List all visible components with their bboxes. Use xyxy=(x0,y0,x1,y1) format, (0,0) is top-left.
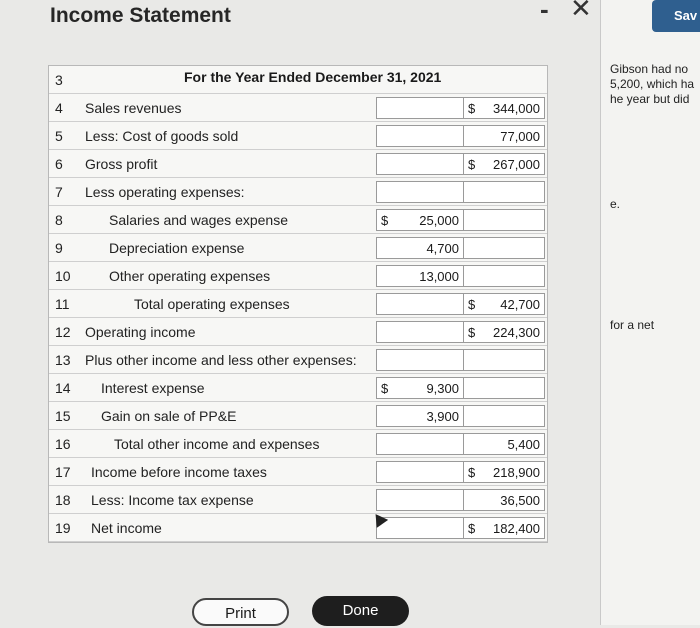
row-label: Interest expense xyxy=(101,380,205,396)
table-row xyxy=(49,346,547,374)
dollar-sign: $ xyxy=(468,157,476,172)
row-number: 16 xyxy=(55,436,71,452)
amount-value: 9,300 xyxy=(426,381,459,396)
table-row xyxy=(49,290,547,318)
amount-value: 224,300 xyxy=(493,325,540,340)
table-row xyxy=(49,94,547,122)
row-label: Income before income taxes xyxy=(91,464,267,480)
statement-period: For the Year Ended December 31, 2021 xyxy=(184,69,442,85)
amount-input-b[interactable] xyxy=(463,125,545,147)
amount-input-a[interactable] xyxy=(376,181,464,203)
row-label: Total operating expenses xyxy=(134,296,290,312)
table-row xyxy=(49,262,547,290)
amount-value: 3,900 xyxy=(426,409,459,424)
row-label: Less: Income tax expense xyxy=(91,492,254,508)
row-label: Other operating expenses xyxy=(109,268,271,284)
amount-input-a[interactable] xyxy=(376,209,464,231)
amount-input-b[interactable] xyxy=(463,517,545,539)
row-number: 5 xyxy=(55,128,63,144)
amount-value: 77,000 xyxy=(500,129,540,144)
dollar-sign: $ xyxy=(381,213,389,228)
amount-value: 218,900 xyxy=(493,465,540,480)
amount-value: 5,400 xyxy=(507,437,540,452)
minimize-icon[interactable]: - xyxy=(540,0,549,24)
income-statement-table xyxy=(48,65,548,543)
row-number: 12 xyxy=(55,324,71,340)
row-label: Operating income xyxy=(85,324,196,340)
save-button[interactable]: Sav xyxy=(652,0,700,32)
row-label: Salaries and wages expense xyxy=(109,212,289,228)
table-row xyxy=(49,486,547,514)
amount-value: 182,400 xyxy=(493,521,540,536)
table-row xyxy=(49,402,547,430)
table-row xyxy=(49,234,547,262)
panel-text-net: for a net xyxy=(610,318,655,332)
amount-value: 267,000 xyxy=(493,157,540,172)
amount-input-a[interactable] xyxy=(376,461,464,483)
row-number: 15 xyxy=(55,408,71,424)
amount-value: 4,700 xyxy=(426,241,459,256)
table-row xyxy=(49,206,547,234)
table-row xyxy=(49,374,547,402)
dollar-sign: $ xyxy=(468,521,476,536)
amount-value: 25,000 xyxy=(419,213,459,228)
table-row xyxy=(49,150,547,178)
row-label: Less: Cost of goods sold xyxy=(85,128,239,144)
table-row xyxy=(49,318,547,346)
page-title: Income Statement xyxy=(50,4,231,27)
row-label: Net income xyxy=(91,520,162,536)
amount-input-b[interactable] xyxy=(463,461,545,483)
amount-input-a[interactable] xyxy=(376,489,464,511)
amount-input-a[interactable] xyxy=(376,125,464,147)
dollar-sign: $ xyxy=(468,101,476,116)
row-label: Gross profit xyxy=(85,156,158,172)
dollar-sign: $ xyxy=(381,381,389,396)
row-number: 4 xyxy=(55,100,63,116)
amount-input-a[interactable] xyxy=(376,321,464,343)
table-row xyxy=(49,178,547,206)
amount-value: 344,000 xyxy=(493,101,540,116)
row-number: 9 xyxy=(55,240,63,256)
done-button[interactable]: Done xyxy=(312,596,409,626)
row-label: Plus other income and less other expenses: xyxy=(85,352,357,368)
table-row xyxy=(49,430,547,458)
table-row xyxy=(49,514,547,542)
amount-input-b[interactable] xyxy=(463,181,545,203)
table-row xyxy=(49,458,547,486)
amount-input-a[interactable] xyxy=(376,293,464,315)
amount-input-b[interactable] xyxy=(463,377,545,399)
amount-input-b[interactable] xyxy=(463,293,545,315)
amount-input-b[interactable] xyxy=(463,433,545,455)
amount-input-a[interactable] xyxy=(376,517,464,539)
table-row xyxy=(49,122,547,150)
dollar-sign: $ xyxy=(468,325,476,340)
close-icon[interactable]: ✕ xyxy=(570,0,592,23)
table-header-row xyxy=(49,66,547,94)
amount-input-a[interactable] xyxy=(376,153,464,175)
panel-text-problem: Gibson had no 5,200, which ha he year but did xyxy=(610,62,695,106)
row-number: 14 xyxy=(55,380,71,396)
amount-input-b[interactable] xyxy=(463,405,545,427)
amount-input-b[interactable] xyxy=(463,209,545,231)
amount-input-b[interactable] xyxy=(463,97,545,119)
amount-input-a[interactable] xyxy=(376,349,464,371)
row-label: Sales revenues xyxy=(85,100,182,116)
row-number: 10 xyxy=(55,268,71,284)
amount-input-a[interactable] xyxy=(376,433,464,455)
amount-input-b[interactable] xyxy=(463,349,545,371)
dollar-sign: $ xyxy=(468,465,476,480)
amount-input-b[interactable] xyxy=(463,237,545,259)
amount-value: 13,000 xyxy=(419,269,459,284)
panel-text-fragment: e. xyxy=(610,197,621,211)
row-number: 6 xyxy=(55,156,63,172)
amount-input-b[interactable] xyxy=(463,265,545,287)
amount-input-a[interactable] xyxy=(376,377,464,399)
amount-input-b[interactable] xyxy=(463,153,545,175)
amount-input-a[interactable] xyxy=(376,97,464,119)
row-label: Less operating expenses: xyxy=(85,184,245,200)
amount-input-a[interactable] xyxy=(376,405,464,427)
row-number: 11 xyxy=(55,296,70,312)
row-number: 8 xyxy=(55,212,63,228)
amount-input-b[interactable] xyxy=(463,321,545,343)
row-number: 3 xyxy=(55,72,63,88)
row-number: 13 xyxy=(55,352,71,368)
dollar-sign: $ xyxy=(468,297,476,312)
amount-input-a[interactable] xyxy=(376,265,464,287)
amount-input-a[interactable] xyxy=(376,237,464,259)
amount-value: 42,700 xyxy=(500,297,540,312)
row-number: 18 xyxy=(55,492,71,508)
row-number: 7 xyxy=(55,184,63,200)
print-button[interactable]: Print xyxy=(192,598,289,626)
row-label: Total other income and expenses xyxy=(114,436,320,452)
amount-input-b[interactable] xyxy=(463,489,545,511)
row-number: 19 xyxy=(55,520,71,536)
row-number: 17 xyxy=(55,464,71,480)
amount-value: 36,500 xyxy=(500,493,540,508)
row-label: Gain on sale of PP&E xyxy=(101,408,237,424)
row-label: Depreciation expense xyxy=(109,240,245,256)
